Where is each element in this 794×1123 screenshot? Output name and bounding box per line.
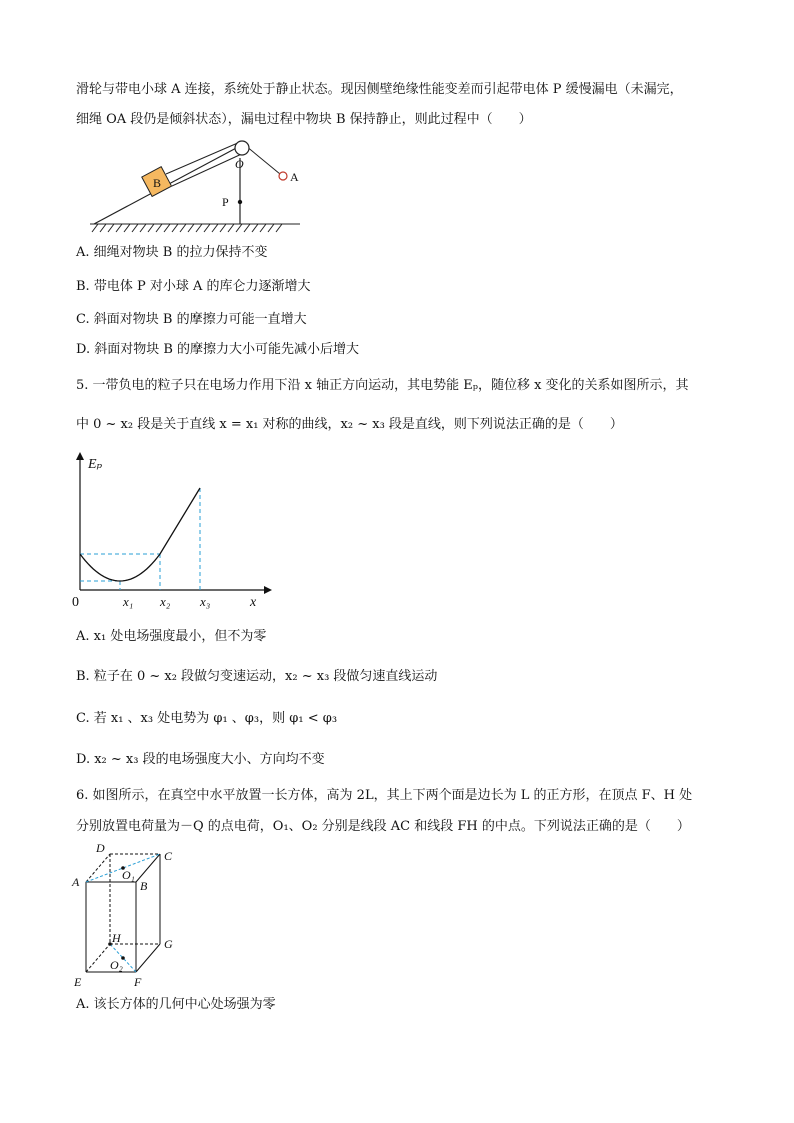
vertex-h-label: H bbox=[112, 931, 121, 945]
vertex-c-label: C bbox=[164, 849, 173, 863]
q6-stem-line2: 分别放置电荷量为－Q 的点电荷，O₁、O₂ 分别是线段 AC 和线段 FH 的中点。下列说法正确的是（ ） bbox=[76, 819, 690, 834]
vertex-e-label: E bbox=[74, 975, 82, 989]
charge-p-label: P bbox=[222, 195, 229, 209]
q5-stem-line1: 5. 一带负电的粒子只在电场力作用下沿 x 轴正方向运动，其电势能 Eₚ，随位移 x 变化的关系如图所示，其 bbox=[76, 378, 689, 393]
q4-option-d: D. 斜面对物块 B 的摩擦力大小可能先减小后增大 bbox=[76, 342, 360, 357]
x-tick-label-x1: x₁ bbox=[123, 594, 134, 609]
vertex-b-label: B bbox=[140, 879, 148, 893]
q6-option-a: A. 该长方体的几何中心处场强为零 bbox=[76, 997, 276, 1012]
q4-stem-line1: 滑轮与带电小球 A 连接，系统处于静止状态。现因侧壁绝缘性能变差而引起带电体 P 缓慢漏电（未漏完， bbox=[76, 82, 683, 97]
ball-a bbox=[279, 172, 287, 180]
x-tick-label-x2: x₂ bbox=[160, 594, 171, 609]
pulley-label: O bbox=[235, 157, 244, 171]
ep-curve-series bbox=[80, 488, 200, 581]
point-o2-label: O₂ bbox=[110, 958, 123, 972]
x-axis-label: x bbox=[250, 595, 257, 610]
point-o1-label: O₁ bbox=[122, 868, 135, 882]
vertex-a-label: A bbox=[72, 875, 80, 889]
y-axis-label: Eₚ bbox=[88, 457, 103, 472]
pulley bbox=[235, 141, 249, 155]
q5-option-d: D. x₂ ~ x₃ 段的电场强度大小、方向均不变 bbox=[76, 752, 325, 767]
vertex-g-label: G bbox=[164, 937, 173, 951]
ep-chart bbox=[68, 448, 278, 616]
incline-figure bbox=[80, 136, 310, 234]
q5-option-b: B. 粒子在 0 ~ x₂ 段做匀变速运动，x₂ ~ x₃ 段做匀速直线运动 bbox=[76, 669, 438, 684]
vertex-d-label: D bbox=[96, 841, 105, 855]
q6-stem-line1: 6. 如图所示，在真空中水平放置一长方体，高为 2L，其上下两个面是边长为 L 的正方形，在顶点 F、H 处 bbox=[76, 788, 693, 803]
q4-option-b: B. 带电体 P 对小球 A 的库仑力逐渐增大 bbox=[76, 279, 311, 294]
q4-stem-line2: 细绳 OA 段仍是倾斜状态），漏电过程中物块 B 保持静止，则此过程中（ ） bbox=[76, 112, 532, 127]
vertex-f-label: F bbox=[134, 975, 142, 989]
origin-label: 0 bbox=[72, 595, 79, 610]
rope-segment bbox=[166, 142, 240, 174]
q5-option-a: A. x₁ 处电场强度最小，但不为零 bbox=[76, 629, 267, 644]
q5-option-c: C. 若 x₁ 、x₃ 处电势为 φ₁ 、φ₃，则 φ₁ < φ₃ bbox=[76, 711, 338, 726]
block-b-label: B bbox=[153, 176, 162, 190]
q4-option-c: C. 斜面对物块 B 的摩擦力可能一直增大 bbox=[76, 312, 307, 327]
charge-p bbox=[238, 200, 242, 204]
ball-a-label: A bbox=[290, 170, 299, 184]
y-axis-arrow bbox=[76, 452, 84, 460]
q4-option-a: A. 细绳对物块 B 的拉力保持不变 bbox=[76, 245, 268, 260]
x-axis-arrow bbox=[264, 586, 272, 594]
rope-oa bbox=[246, 146, 280, 174]
ground-hatch bbox=[90, 224, 300, 232]
x-tick-label-x3: x₃ bbox=[200, 594, 211, 609]
cuboid-figure bbox=[68, 840, 198, 990]
q5-stem-line2: 中 0 ~ x₂ 段是关于直线 x = x₁ 对称的曲线，x₂ ~ x₃ 段是直线，则下列说法正确的是（ ） bbox=[76, 417, 623, 432]
